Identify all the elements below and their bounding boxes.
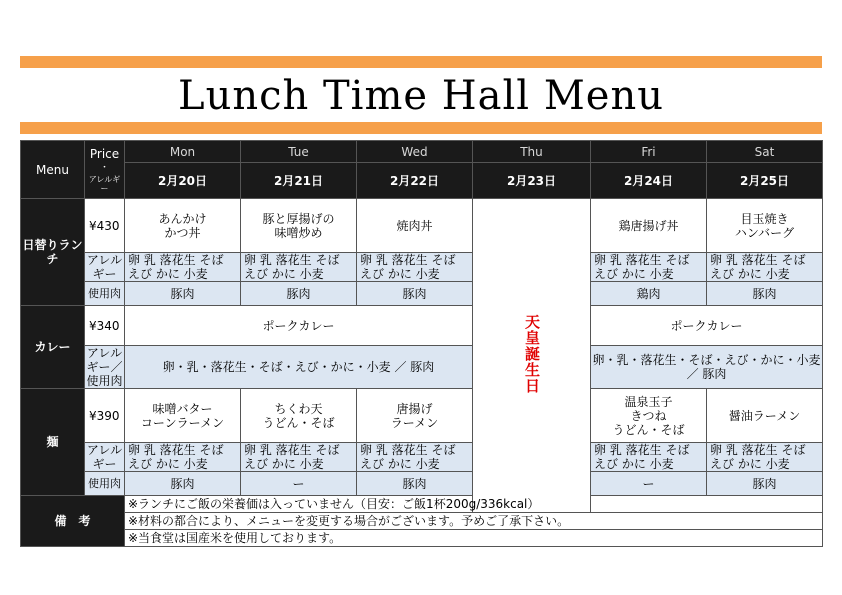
date-wed: 2月22日 bbox=[357, 163, 473, 199]
curry-allergy-right: 卵・乳・落花生・そば・えび・かに・小麦 ／ 豚肉 bbox=[591, 346, 823, 389]
menu-table bbox=[20, 140, 823, 547]
noodle-allergy-tue bbox=[241, 443, 357, 472]
remark-line-3: ※当食堂は国産米を使用しております。 bbox=[125, 530, 823, 547]
day-tue: Tue bbox=[241, 141, 357, 163]
daily-meat-sat: 豚肉 bbox=[707, 282, 823, 306]
allergy-bottom: えび かに 小麦 bbox=[128, 457, 208, 471]
allergy-meat-label-curry: アレルギー／使用肉 bbox=[86, 346, 123, 388]
price-header bbox=[85, 141, 125, 199]
price-noodle: ¥390 bbox=[85, 389, 125, 443]
day-thu: Thu bbox=[473, 141, 591, 163]
date-thu: 2月23日 bbox=[473, 163, 591, 199]
allergy-bottom: えび かに 小麦 bbox=[360, 457, 440, 471]
daily-meat-wed: 豚肉 bbox=[357, 282, 473, 306]
daily-dish-sat: 目玉焼き ハンバーグ bbox=[707, 199, 823, 253]
price-label: Price bbox=[89, 146, 120, 161]
price-curry: ¥340 bbox=[85, 306, 125, 346]
daily-meat-mon: 豚肉 bbox=[125, 282, 241, 306]
noodle-meat-wed: 豚肉 bbox=[357, 472, 473, 496]
curry-allergy-left: 卵・乳・落花生・そば・えび・かに・小麦 ／ 豚肉 bbox=[125, 346, 473, 389]
category-curry: カレー bbox=[21, 306, 85, 389]
allergy-bottom: えび かに 小麦 bbox=[128, 267, 208, 281]
allergy-bottom: えび かに 小麦 bbox=[710, 457, 790, 471]
daily-allergy-sat bbox=[707, 253, 823, 282]
allergy-top: 卵 乳 落花生 そば bbox=[128, 443, 224, 457]
allergy-bottom: えび かに 小麦 bbox=[360, 267, 440, 281]
holiday-cell bbox=[473, 199, 591, 513]
allergy-top: 卵 乳 落花生 そば bbox=[244, 253, 340, 267]
noodle-meat-sat: 豚肉 bbox=[707, 472, 823, 496]
noodle-dish-wed: 唐揚げ ラーメン bbox=[357, 389, 473, 443]
daily-allergy-tue bbox=[241, 253, 357, 282]
daily-meat-tue: 豚肉 bbox=[241, 282, 357, 306]
day-mon: Mon bbox=[125, 141, 241, 163]
daily-dish-fri: 鶏唐揚げ丼 bbox=[591, 199, 707, 253]
price-daily: ¥430 bbox=[85, 199, 125, 253]
noodle-meat-fri: ー bbox=[591, 472, 707, 496]
daily-meat-fri: 鶏肉 bbox=[591, 282, 707, 306]
noodle-allergy-sat bbox=[707, 443, 823, 472]
meat-label-noodle: 使用肉 bbox=[85, 472, 125, 496]
noodle-meat-mon: 豚肉 bbox=[125, 472, 241, 496]
noodle-dish-mon: 味噌バター コーンラーメン bbox=[125, 389, 241, 443]
menu-header: Menu bbox=[21, 141, 85, 199]
remarks-label: 備 考 bbox=[21, 496, 125, 547]
holiday-label: 天皇誕生日 bbox=[523, 314, 541, 394]
allergy-top: 卵 乳 落花生 そば bbox=[360, 253, 456, 267]
bottom-stripe bbox=[20, 122, 822, 134]
allergy-bottom: えび かに 小麦 bbox=[244, 267, 324, 281]
allergy-label-daily: アレルギー bbox=[85, 253, 125, 282]
remark-line-2: ※材料の都合により、メニューを変更する場合がございます。予めご了承下さい。 bbox=[125, 513, 823, 530]
allergy-top: 卵 乳 落花生 そば bbox=[360, 443, 456, 457]
top-stripe bbox=[20, 56, 822, 68]
allergy-label-noodle: アレルギー bbox=[85, 443, 125, 472]
allergy-top: 卵 乳 落花生 そば bbox=[710, 253, 806, 267]
daily-allergy-fri bbox=[591, 253, 707, 282]
date-fri: 2月24日 bbox=[591, 163, 707, 199]
category-daily: 日替りランチ bbox=[21, 199, 85, 306]
page-title: Lunch Time Hall Menu bbox=[178, 73, 664, 119]
category-noodle: 麺 bbox=[21, 389, 85, 496]
day-fri: Fri bbox=[591, 141, 707, 163]
date-sat: 2月25日 bbox=[707, 163, 823, 199]
allergy-bottom: えび かに 小麦 bbox=[244, 457, 324, 471]
noodle-dish-tue: ちくわ天 うどん・そば bbox=[241, 389, 357, 443]
allergy-top: 卵 乳 落花生 そば bbox=[594, 253, 690, 267]
meat-label-daily: 使用肉 bbox=[85, 282, 125, 306]
allergy-top: 卵 乳 落花生 そば bbox=[244, 443, 340, 457]
day-sat: Sat bbox=[707, 141, 823, 163]
allergy-top: 卵 乳 落花生 そば bbox=[594, 443, 690, 457]
allergy-bottom: えび かに 小麦 bbox=[594, 267, 674, 281]
remark-line-1: ※ランチにご飯の栄養価は入っていません（目安：ご飯1杯200g/336kcal） bbox=[125, 496, 823, 513]
noodle-dish-fri: 温泉玉子 きつね うどん・そば bbox=[591, 389, 707, 443]
daily-dish-mon: あんかけ かつ丼 bbox=[125, 199, 241, 253]
date-mon: 2月20日 bbox=[125, 163, 241, 199]
curry-dish-left: ポークカレー bbox=[125, 306, 473, 346]
noodle-dish-sat: 醤油ラーメン bbox=[707, 389, 823, 443]
noodle-allergy-wed bbox=[357, 443, 473, 472]
daily-allergy-wed bbox=[357, 253, 473, 282]
daily-dish-tue: 豚と厚揚げの 味噌炒め bbox=[241, 199, 357, 253]
noodle-allergy-mon bbox=[125, 443, 241, 472]
noodle-allergy-fri bbox=[591, 443, 707, 472]
allergy-bottom: えび かに 小麦 bbox=[710, 267, 790, 281]
day-wed: Wed bbox=[357, 141, 473, 163]
curry-dish-right: ポークカレー bbox=[591, 306, 823, 346]
daily-dish-wed: 焼肉丼 bbox=[357, 199, 473, 253]
daily-allergy-mon bbox=[125, 253, 241, 282]
allergy-label: アレルギー bbox=[88, 174, 121, 193]
date-tue: 2月21日 bbox=[241, 163, 357, 199]
allergy-top: 卵 乳 落花生 そば bbox=[710, 443, 806, 457]
price-dot: ・ bbox=[99, 162, 109, 173]
allergy-bottom: えび かに 小麦 bbox=[594, 457, 674, 471]
noodle-meat-tue: ー bbox=[241, 472, 357, 496]
allergy-top: 卵 乳 落花生 そば bbox=[128, 253, 224, 267]
